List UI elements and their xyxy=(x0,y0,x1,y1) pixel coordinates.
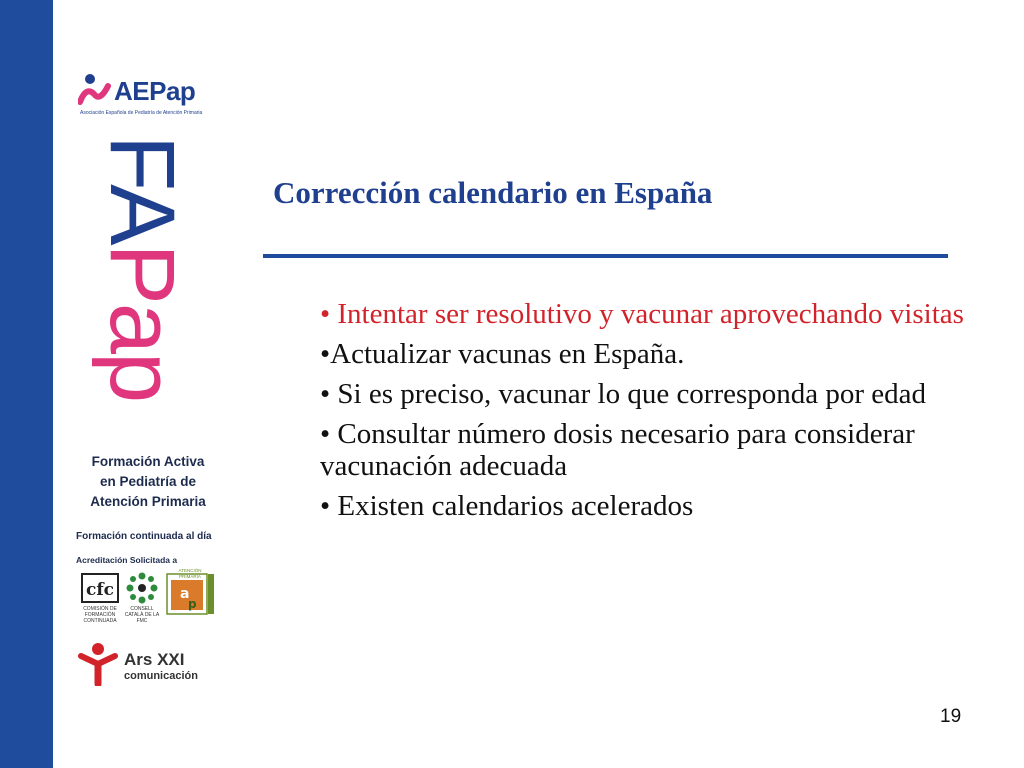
aepap-logo xyxy=(78,72,218,122)
left-accent-bar xyxy=(0,0,53,768)
aepap-figure-icon xyxy=(78,72,118,108)
aepap-wordmark: AEPap xyxy=(114,76,196,106)
star-logo-icon xyxy=(122,570,162,626)
page-number: 19 xyxy=(940,706,962,727)
ars-figure-icon xyxy=(78,642,118,686)
aap-logo-caption: ATENCIÓN PRIMARIA xyxy=(178,568,202,579)
star-logo-caption: CONSELL CATALÀ DE LA FMC xyxy=(124,606,160,624)
list-item: • Si es preciso, vacunar lo que corresponda por edad xyxy=(320,378,927,410)
aap-logo-icon xyxy=(166,568,216,616)
program-name-line: Formación Activa xyxy=(91,454,205,469)
bullet-list xyxy=(320,298,980,530)
program-name xyxy=(78,452,218,512)
svg-text:a: a xyxy=(180,586,190,602)
accreditation-label: Acreditación Solicitada a xyxy=(76,555,178,565)
fapap-logo xyxy=(80,135,193,425)
ars-wordmark: Ars XXI xyxy=(124,650,185,669)
fapap-logo-pap: Pap xyxy=(91,243,193,402)
svg-text:p: p xyxy=(188,597,197,611)
program-name-line: en Pediatría de xyxy=(99,474,197,489)
list-item: • Consultar número dosis necesario para considerar vacunación adecuada xyxy=(320,418,915,482)
cfc-logo-caption: COMISIÓN DE FORMACIÓN CONTINUADA xyxy=(83,606,117,624)
tagline: Formación continuada al día xyxy=(76,531,212,542)
title-underline xyxy=(263,254,948,258)
list-item: • Intentar ser resolutivo y vacunar aprovechando visitas xyxy=(320,298,964,330)
ars-subtitle: comunicación xyxy=(124,670,198,682)
program-name-line: Atención Primaria xyxy=(90,494,206,509)
slide-title: Corrección calendario en España xyxy=(273,175,713,210)
list-item: • Existen calendarios acelerados xyxy=(320,490,694,522)
svg-text:cfc: cfc xyxy=(85,580,115,600)
ars-xxi-logo xyxy=(78,640,218,690)
cfc-logo-icon xyxy=(80,570,120,626)
list-item: •Actualizar vacunas en España. xyxy=(320,338,685,370)
fapap-logo-fa: FA xyxy=(91,135,193,244)
aepap-subtitle: Asociación Española de Pediatría de Atención Primaria xyxy=(80,110,203,116)
